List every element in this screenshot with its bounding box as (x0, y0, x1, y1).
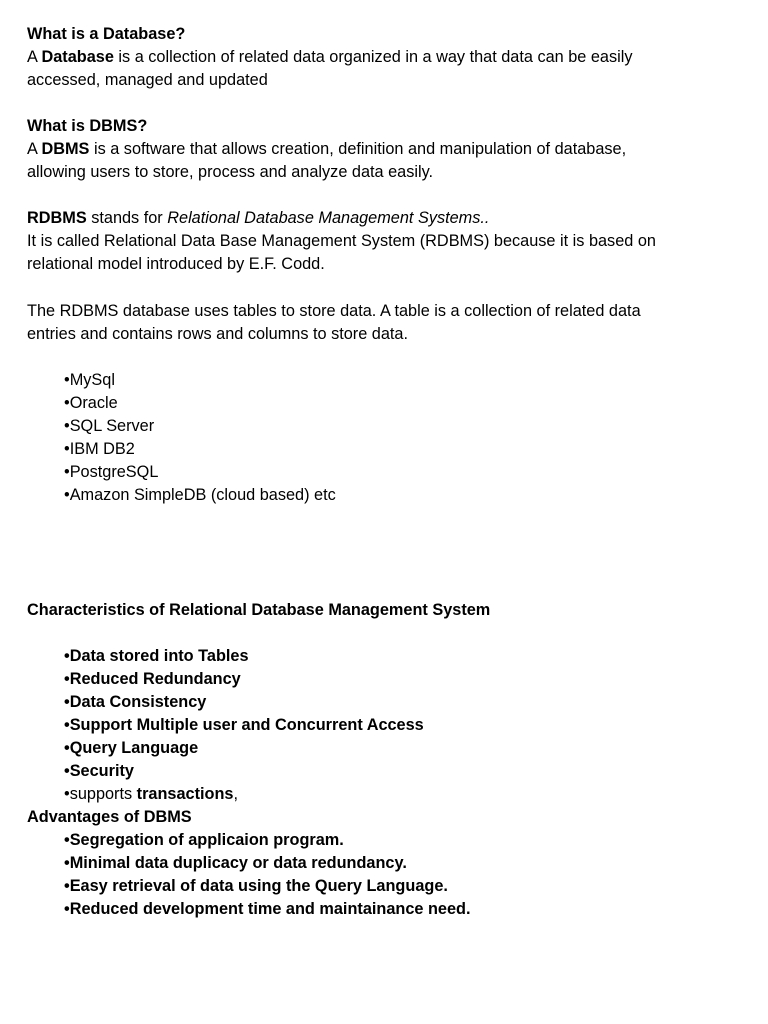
paragraph-rdbms-line-2: It is called Relational Data Base Management System (RDBMS) because it is based on (27, 232, 656, 250)
text-prefix: A (27, 140, 42, 158)
list-item: •Data stored into Tables (64, 647, 249, 665)
paragraph-database-line-2: accessed, managed and updated (27, 71, 268, 89)
list-item: •Reduced development time and maintainance need. (64, 900, 471, 918)
text-suffix: , (233, 785, 239, 803)
list-item: •Easy retrieval of data using the Query Language. (64, 877, 448, 895)
list-item (64, 783, 238, 806)
text-prefix: •supports (64, 785, 137, 803)
list-item: •Data Consistency (64, 693, 207, 711)
paragraph-rdbms-line-1 (27, 207, 489, 230)
rdbms-expansion: Relational Database Management Systems.. (167, 209, 490, 227)
term-database: Database (41, 48, 114, 66)
list-item: •Segregation of applicaion program. (64, 831, 344, 849)
list-item: •PostgreSQL (64, 463, 159, 481)
paragraph-database-line-1 (27, 46, 633, 69)
list-item: •Oracle (64, 394, 118, 412)
list-item: •Query Language (64, 739, 199, 757)
heading-what-is-dbms: What is DBMS? (27, 117, 148, 135)
paragraph-tables-line-2: entries and contains rows and columns to store data. (27, 325, 409, 343)
list-item: •MySql (64, 371, 115, 389)
paragraph-rdbms-line-3: relational model introduced by E.F. Codd. (27, 255, 325, 273)
list-item: •SQL Server (64, 417, 155, 435)
list-item: •Support Multiple user and Concurrent Access (64, 716, 424, 734)
list-item: •Minimal data duplicacy or data redundancy. (64, 854, 407, 872)
term-dbms: DBMS (41, 140, 90, 158)
text-stands-for: stands for (86, 209, 168, 227)
paragraph-dbms-line-2: allowing users to store, process and analyze data easily. (27, 163, 434, 181)
list-item: •Security (64, 762, 134, 780)
text-prefix: A (27, 48, 42, 66)
paragraph-dbms-line-1 (27, 138, 626, 161)
list-item: •Reduced Redundancy (64, 670, 241, 688)
heading-advantages: Advantages of DBMS (27, 808, 192, 826)
heading-what-is-database: What is a Database? (27, 25, 186, 43)
text-body: is a software that allows creation, definition and manipulation of database, (89, 140, 627, 158)
term-rdbms: RDBMS (27, 209, 87, 227)
text-body: is a collection of related data organized in a way that data can be easily (113, 48, 633, 66)
heading-characteristics: Characteristics of Relational Database Management System (27, 601, 491, 619)
list-item: •Amazon SimpleDB (cloud based) etc (64, 486, 336, 504)
list-item: •IBM DB2 (64, 440, 135, 458)
paragraph-tables-line-1: The RDBMS database uses tables to store data. A table is a collection of related data (27, 302, 641, 320)
term-transactions: transactions (136, 785, 234, 803)
